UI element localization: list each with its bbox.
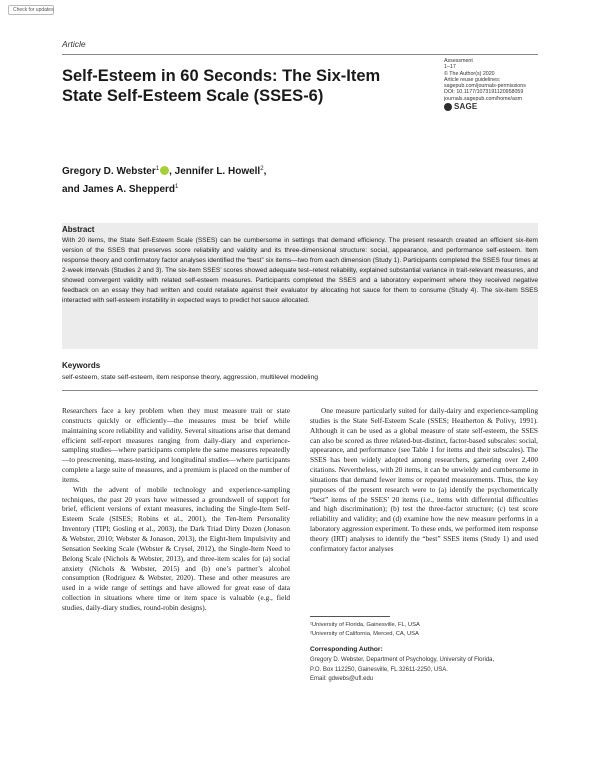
journal-home-link[interactable]: journals.sagepub.com/home/asm	[444, 95, 523, 102]
author-name: James A. Shepperd	[82, 183, 176, 195]
corresponding-email[interactable]: Email: gdwebs@ufl.edu	[310, 676, 374, 682]
header-divider	[62, 54, 538, 55]
author-list: Gregory D. Webster$^1$ , Jennifer L. Howell$^2$, and James A. Shepperd$^1$	[62, 166, 267, 195]
reuse-label: Article reuse guidelines:	[444, 76, 501, 83]
corresponding-line: Gregory D. Webster, Department of Psychology, University of Florida,	[310, 657, 495, 663]
section-divider	[62, 390, 538, 391]
journal-metadata	[444, 58, 554, 111]
check-updates-label: Check for updates	[13, 7, 54, 13]
corresponding-author-block	[310, 656, 540, 685]
orcid-icon[interactable]	[160, 166, 169, 175]
abstract-heading: Abstract	[62, 225, 95, 234]
copyright: © The Author(s) 2020	[444, 70, 495, 77]
page-range: 1–17	[444, 64, 456, 71]
author-affiliation: 1	[155, 166, 160, 172]
sage-logo-icon	[444, 103, 452, 111]
body-column-left	[62, 406, 290, 613]
article-type-label: Article	[62, 39, 86, 49]
publisher-logo	[444, 103, 554, 111]
author-affiliation: 1	[175, 183, 179, 190]
keywords-heading: Keywords	[62, 361, 101, 370]
permissions-link[interactable]: sagepub.com/journals-permissions	[444, 83, 526, 90]
doi[interactable]: DOI: 10.1177/1073191120958059	[444, 89, 524, 96]
check-for-updates-badge[interactable]	[8, 5, 54, 15]
author-affiliation: 2	[260, 166, 264, 172]
body-paragraph: With the advent of mobile technology and experience-sampling techniques, the past 20 years have witnessed a groundswell of support for brief, efficient versions of extant measures, including the Single-Item Self-Esteem Scale (SISES; Robins et al., 2001), the Ten-Item Personality Inventory (TIPI; Gosling et al., 2003), the Dark Triad Dirty Dozen (Jonason & Webster, 2010; Webster & Jonason, 2013), the Eight-Item Impulsivity and Sensation Seeking Scale (Webster & Crysel, 2012), the Single-Item Need to Belong Scale (Nichols & Webster, 2013), and three-item scales for (a) social anxiety (Nichols & Webster, 2015) and (b) one’s partner’s alcohol consumption (Rodriguez & Webster, 2020). These and other measures are used in a wide range of settings and have allowed for great ease of data collection in situations where time or item space is valuable (e.g., field studies, daily-diary studies, round-robin designs).	[62, 484, 290, 612]
paper-title: Self-Esteem in 60 Seconds: The Six-Item State Self-Esteem Scale (SSES-6)	[62, 67, 381, 105]
keywords-text: self-esteem, state self-esteem, item response theory, aggression, multilevel modeling	[62, 374, 319, 381]
body-column-right	[310, 406, 538, 554]
journal-name: Assessment	[444, 58, 473, 64]
abstract-text: With 20 items, the State Self-Esteem Scale (SSES) can be cumbersome in settings that demand efficiency. The present research created an efficient six-item version of the SSES that preserves score reliability and validity and its three-dimensional structure: social, appearance, and performance self-esteem. Item response theory and confirmatory factor analyses identified the “best” six items—two from each dimension (Study 1). Participants completed the SSES four times at 2-week intervals (Studies 2 and 3). The six-item SSES’ scores showed adequate test–retest reliability, explained substantial variance in trait-relevant measures, and showed convergent validity with related self-esteem measures. Participants completed the SSES and a laboratory experiment where they received negative feedback on an essay they had written and could retaliate against their evaluator by allocating hot sauce for them to consume (Study 4). The six-item SSES interacted with self-esteem instability in expected ways to predict hot sauce allocated.	[62, 237, 538, 305]
affiliation-footnote: ¹University of Florida, Gainesville, FL, USA	[310, 622, 420, 628]
affiliation-footnote: ²University of California, Merced, CA, USA	[310, 631, 419, 637]
corresponding-heading: Corresponding Author:	[310, 646, 383, 653]
author-name: Jennifer L. Howell	[174, 166, 261, 177]
body-paragraph: Researchers face a key problem when they must measure trait or state constructs quickly or efficiently—the measures must be brief while maintaining score reliability and validity. Several situations arise that demand efficient self-report measures ranging from daily-diary and experience-sampling studies—where participants complete the same measures repeatedly—to prescreening, mass-testing, and longitudinal studies—where participants complete a large suite of measures, and a premium is placed on the number of items.	[62, 406, 290, 484]
corresponding-line: P.O. Box 112250, Gainesville, FL 32611-2250, USA.	[310, 666, 448, 673]
footnote-divider	[310, 616, 390, 617]
body-paragraph: One measure particularly suited for daily-dairy and experience-sampling studies is the State Self-Esteem Scale (SSES; Heatherton & Polivy, 1991). Although it can be used as a global measure of state self-esteem, the SSES can also be scored as three related-but-distinct, factor-based subscales: social, appearance, and performance (see Table 1 for items and their subscales). The SSES has been widely adopted among researchers, garnering over 2,400 citations. Nevertheless, with 20 items, it can be unwieldy and cumbersome in situations that demand fewer items or repeated measurements. Thus, the key purposes of the present research were to (a) identify the psychometrically “best” items of the SSES’ 20 items (i.e., items with differential difficulties and high discrimination); (b) test the three-factor structure; (c) test score reliability and validity; and (d) examine how the new measure performs in a laboratory aggression experiment. To these ends, we performed item response theory (IRT) analyses to identify the “best” SSES items (Study 1) and used confirmatory factor analyses	[310, 406, 538, 553]
publisher-name: SAGE	[454, 101, 478, 111]
author-name: Gregory D. Webster	[62, 166, 156, 177]
